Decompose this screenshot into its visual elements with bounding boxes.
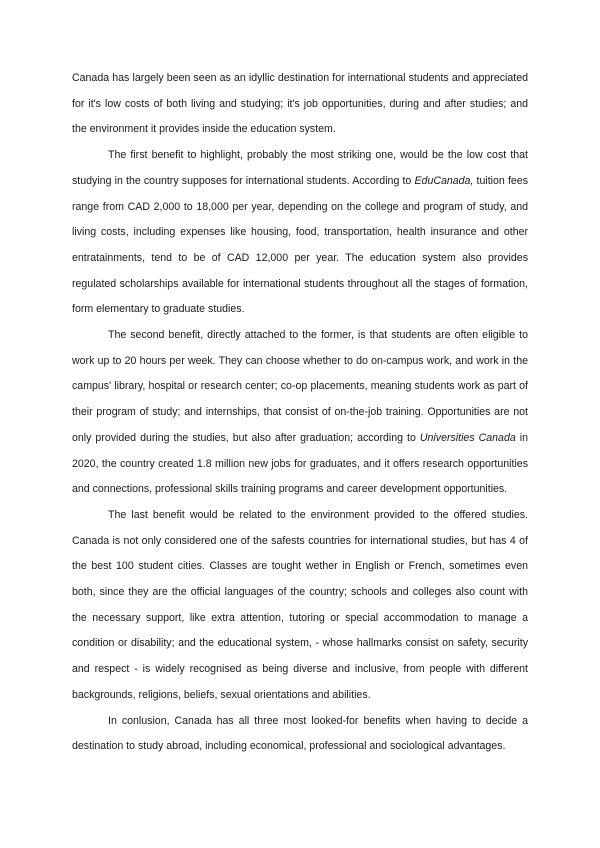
cost-benefit-text-b: tuition fees range from CAD 2,000 to 18,000 per year, depending on the college and program of study, and living costs, including expenses like housing, food, transportation, health insurance and other entratainments, tend to be of CAD 12,000 per year. The education system also provides regulated scholarships available for international students throughout all the stages of formation, form elementary to graduate studies. [72, 174, 528, 316]
conclusion-paragraph: In conlusion, Canada has all three most looked-for benefits when having to decide a destination to study abroad, including economical, professional and sociological advantages. [72, 714, 528, 753]
document-page [72, 66, 528, 760]
cost-benefit-paragraph [72, 143, 528, 323]
source-universities-canada: Universities Canada [419, 431, 516, 444]
cost-benefit-text-a: The first benefit to highlight, probably the most striking one, would be the low cost that studying in the country supposes for international students. According to [72, 149, 528, 187]
work-benefit-paragraph [72, 323, 528, 503]
source-educanada: EduCanada, [414, 174, 474, 187]
environment-benefit-paragraph: The last benefit would be related to the environment provided to the offered studies. Canada is not only considered one of the safests countries for international studies, but has 4 of the best 100 student cities. Classes are tought wether in English or French, sometimes even both, since they are the official languages of the country; schools and colleges also count with the necessary support, like extra attention, tutoring or special accommodation to manage a condition or disability; and the educational system, - whose hallmarks consist on safety, security and respect - is widely recognised as being diverse and inclusive, from people with different backgrounds, religions, beliefs, sexual orientations and abilities. [72, 508, 528, 701]
intro-paragraph: Canada has largely been seen as an idyllic destination for international students and appreciated for it's low costs of both living and studying; it's job opportunities, during and after studies; and the environment it provides inside the education system. [72, 72, 528, 136]
work-benefit-text-a: The second benefit, directly attached to the former, is that students are often eligible to work up to 20 hours per week. They can choose whether to do on-campus work, and work in the campus' library, hospital or research center; co-op placements, meaning students work as part of their program of study; and internships, that consist of on-the-job training. Opportunities are not only provided during the studies, but also after graduation; according to [72, 329, 528, 444]
work-benefit-text-b: in 2020, the country created 1.8 million new jobs for graduates, and it offers research opportunities and connections, professional skills training programs and career development opportunities. [72, 431, 528, 496]
